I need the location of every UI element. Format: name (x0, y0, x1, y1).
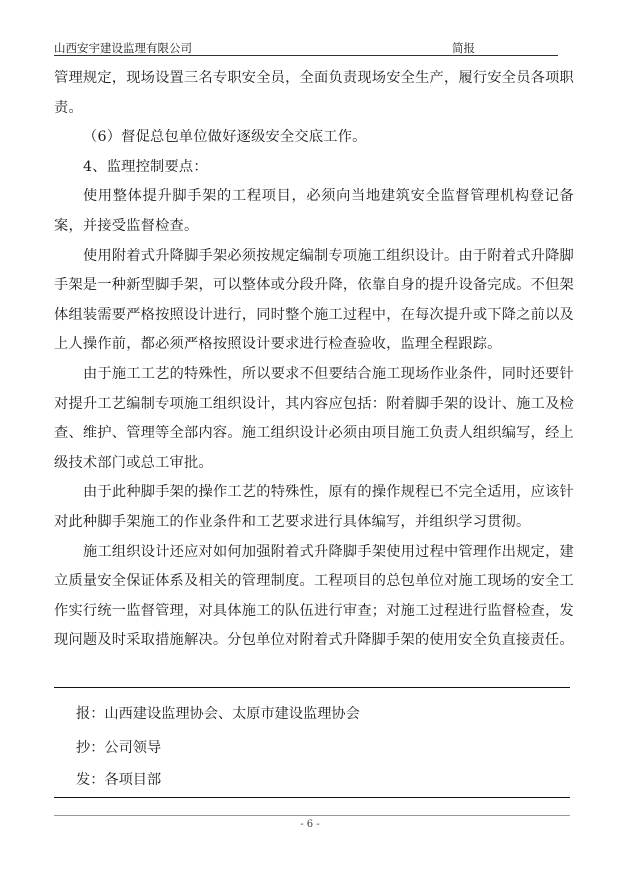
header-rule (54, 55, 558, 56)
document-body (54, 64, 574, 656)
paragraph-continuation: 管理规定，现场设置三名专职安全员，全面负责现场安全生产，履行安全员各项职责。 (54, 70, 574, 116)
paragraph-construction-design: 使用附着式升降脚手架必须按规定编制专项施工组织设计。由于附着式升降脚手架是一种新型脚手架，可以整体或分段升降，依靠自身的提升设备完成。不但架体组装需要严格按照设计进行，同时整个施工过程中，在每次提升或下降之前以及上人操作前，都必须严格按照设计要求进行检查验收，监理全程跟踪。 (54, 247, 574, 353)
distribution-top-rule (54, 687, 570, 688)
paragraph-operating-rules: 由于此种脚手架的操作工艺的特殊性，原有的操作规程已不完全适用，应该针对此种脚手架施工的作业条件和工艺要求进行具体编写，并组织学习贯彻。 (54, 484, 574, 530)
distribution-copy-to: 抄：公司领导 (76, 740, 162, 756)
paragraph-process-specificity: 由于施工工艺的特殊性，所以要求不但要结合施工现场作业条件，同时还要针对提升工艺编制专项施工组织设计，其内容应包括：附着脚手架的设计、施工及检查、维护、管理等全部内容。施工组织设计必须由项目施工负责人组织编写，经上级技术部门或总工审批。 (54, 365, 574, 471)
distribution-report-to: 报：山西建设监理协会、太原市建设监理协会 (76, 706, 360, 722)
distribution-send-to: 发：各项目部 (76, 772, 162, 788)
paragraph-registration: 使用整体提升脚手架的工程项目，必须向当地建筑安全监督管理机构登记备案，并接受监督检查。 (54, 188, 574, 234)
section-heading-control-points: 4、监理控制要点： (83, 158, 208, 175)
page-header (54, 40, 558, 56)
header-doc-type: 简报 (452, 41, 475, 55)
paragraph-item-6: （6）督促总包单位做好逐级安全交底工作。 (83, 129, 367, 146)
page-number: - 6 - (300, 819, 320, 830)
paragraph-management-system: 施工组织设计还应对如何加强附着式升降脚手架使用过程中管理作出规定，建立质量安全保证体系及相关的管理制度。工程项目的总包单位对施工现场的安全工作实行统一监督管理，对具体施工的队伍进行审查；对施工过程进行监督检查，发现问题及时采取措施解决。分包单位对附着式升降脚手架的使用安全负直接责任。 (54, 543, 574, 649)
header-organization: 山西安宇建设监理有限公司 (54, 41, 192, 55)
footer-rule (54, 815, 570, 816)
distribution-bottom-rule (54, 797, 570, 798)
